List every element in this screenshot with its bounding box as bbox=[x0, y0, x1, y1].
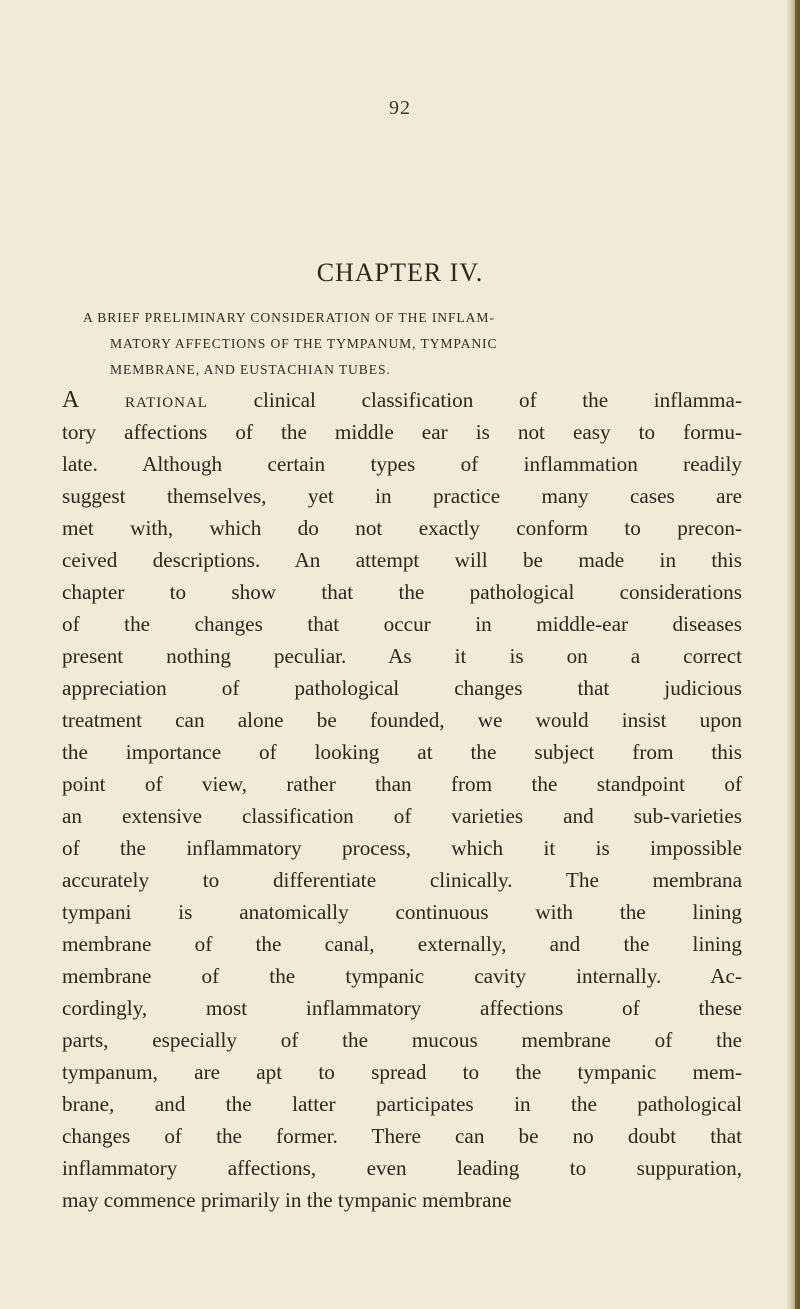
body-line: an extensive classification of varieties and sub-varieties bbox=[62, 804, 742, 828]
body-line: of the changes that occur in middle-ear diseases bbox=[62, 612, 742, 636]
body-line: ceived descriptions. An attempt will be made in this bbox=[62, 548, 742, 572]
body-line bbox=[62, 384, 742, 416]
chapter-title: CHAPTER IV. bbox=[316, 258, 484, 287]
body-line: cordingly, most inflammatory affections of these bbox=[62, 996, 742, 1020]
body-line-text: clinical classification of the inflamma- bbox=[207, 388, 742, 412]
chapter-subtitle bbox=[83, 305, 723, 383]
body-line: present nothing peculiar. As it is on a correct bbox=[62, 644, 742, 668]
subtitle-line: MEMBRANE, AND EUSTACHIAN TUBES. bbox=[110, 362, 391, 377]
body-line: brane, and the latter participates in the pathological bbox=[62, 1092, 742, 1116]
body-line: may commence primarily in the tympanic membrane bbox=[62, 1188, 512, 1212]
body-line: tympani is anatomically continuous with the lining bbox=[62, 900, 742, 924]
body-line: changes of the former. There can be no doubt that bbox=[62, 1124, 742, 1148]
body-line: accurately to differentiate clinically. The membrana bbox=[62, 868, 742, 892]
body-line: tory affections of the middle ear is not easy to formu- bbox=[62, 420, 742, 444]
body-line: tympanum, are apt to spread to the tympanic mem- bbox=[62, 1060, 742, 1084]
page-number: 92 bbox=[389, 97, 411, 119]
body-line: the importance of looking at the subject from this bbox=[62, 740, 742, 764]
body-line: of the inflammatory process, which it is impossible bbox=[62, 836, 742, 860]
body-line: suggest themselves, yet in practice many cases are bbox=[62, 484, 742, 508]
subtitle-line: MATORY AFFECTIONS OF THE TYMPANUM, TYMPANIC bbox=[110, 336, 498, 351]
subtitle-line: A BRIEF PRELIMINARY CONSIDERATION OF THE INFLAM- bbox=[83, 310, 495, 325]
body-line: chapter to show that the pathological considerations bbox=[62, 580, 742, 604]
opening-letter: A bbox=[62, 387, 80, 413]
body-line: treatment can alone be founded, we would insist upon bbox=[62, 708, 742, 732]
opening-word: rational bbox=[124, 388, 208, 412]
body-line: membrane of the tympanic cavity internally. Ac- bbox=[62, 964, 742, 988]
body-line: point of view, rather than from the standpoint of bbox=[62, 772, 742, 796]
body-line: late. Although certain types of inflammation readily bbox=[62, 452, 742, 476]
body-line: parts, especially of the mucous membrane of the bbox=[62, 1028, 742, 1052]
body-line: appreciation of pathological changes that judicious bbox=[62, 676, 742, 700]
body-paragraph bbox=[62, 384, 742, 1216]
page-edge-binding bbox=[795, 0, 800, 1309]
body-line: inflammatory affections, even leading to suppuration, bbox=[62, 1156, 742, 1180]
body-line: met with, which do not exactly conform to precon- bbox=[62, 516, 742, 540]
body-line: membrane of the canal, externally, and the lining bbox=[62, 932, 742, 956]
